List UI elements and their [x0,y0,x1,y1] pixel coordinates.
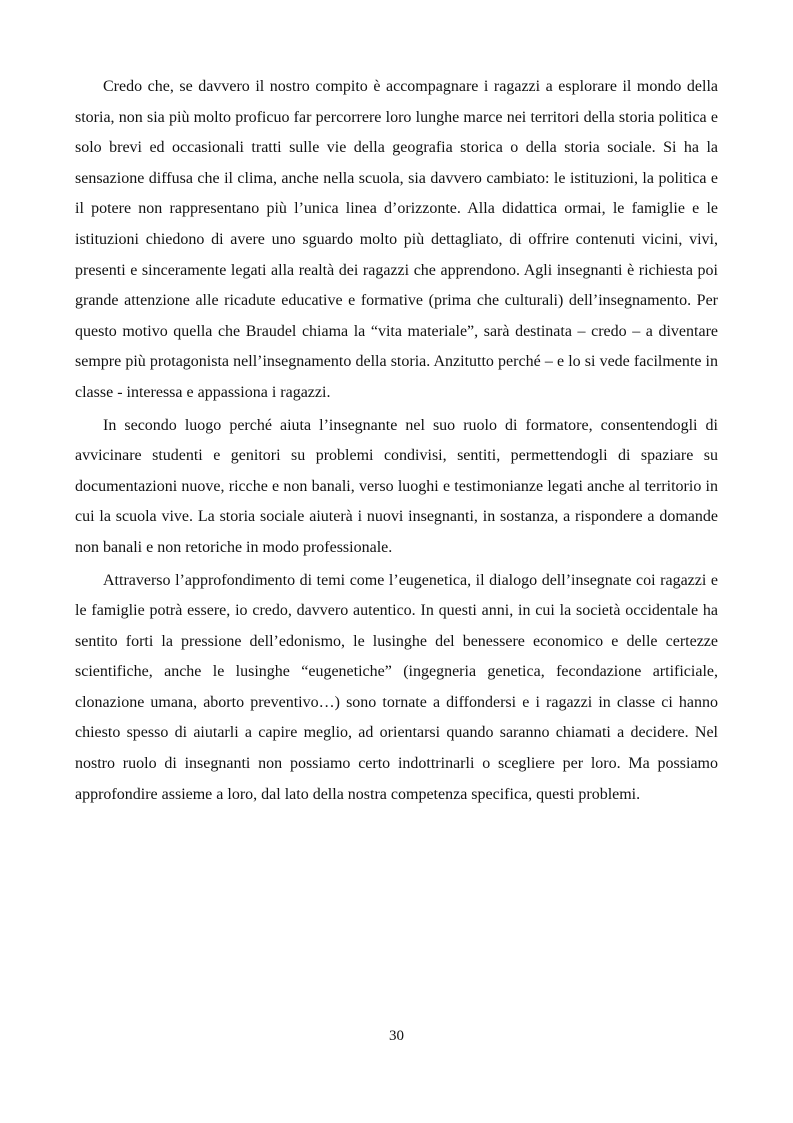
paragraph-3: Attraverso l’approfondimento di temi come l’eugenetica, il dialogo dell’insegnate coi ragazzi e le famiglie potrà essere, io credo, davvero autentico. In questi anni, in cui la società occidentale ha sentito forti la pressione dell’edonismo, le lusinghe del benessere economico e delle certezze scientifiche, anche le lusinghe “eugenetiche” (ingegneria genetica, fecondazione artificiale, clonazione umana, aborto preventivo…) sono tornate a diffondersi e i ragazzi in classe ci hanno chiesto spesso di aiutarli a capire meglio, ad orientarsi quando saranno chiamati a decidere. Nel nostro ruolo di insegnanti non possiamo certo indottrinarli o scegliere per loro. Ma possiamo approfondire assieme a loro, dal lato della nostra competenza specifica, questi problemi. [75,571,718,803]
paragraph-2: In secondo luogo perché aiuta l’insegnante nel suo ruolo di formatore, consentendogli di avvicinare studenti e genitori su problemi condivisi, sentiti, permettendogli di spaziare su documentazioni nuove, ricche e non banali, verso luoghi e testimonianze legati anche al territorio in cui la scuola vive. La storia sociale aiuterà i nuovi insegnanti, in sostanza, a rispondere a domande non banali e non retoriche in modo professionale. [75,416,718,556]
page-body [75,72,718,812]
paragraph-1: Credo che, se davvero il nostro compito è accompagnare i ragazzi a esplorare il mondo della storia, non sia più molto proficuo far percorrere loro lunghe marce nei territori della storia politica e solo brevi ed occasionali tratti sulle vie della geografia storica o della storia sociale. Si ha la sensazione diffusa che il clima, anche nella scuola, sia davvero cambiato: le istituzioni, la politica e il potere non rappresentano più l’unica linea d’orizzonte. Alla didattica ormai, le famiglie e le istituzioni chiedono di avere uno sguardo molto più dettagliato, di offrire contenuti vicini, vivi, presenti e sinceramente legati alla realtà dei ragazzi che apprendono. Agli insegnanti è richiesta poi grande attenzione alle ricadute educative e formative (prima che culturali) dell’insegnamento. Per questo motivo quella che Braudel chiama la “vita materiale”, sarà destinata – credo – a diventare sempre più protagonista nell’insegnamento della storia. Anzitutto perché – e lo si vede facilmente in classe - interessa e appassiona i ragazzi. [75,78,718,401]
page-number: 30 [389,1028,404,1044]
